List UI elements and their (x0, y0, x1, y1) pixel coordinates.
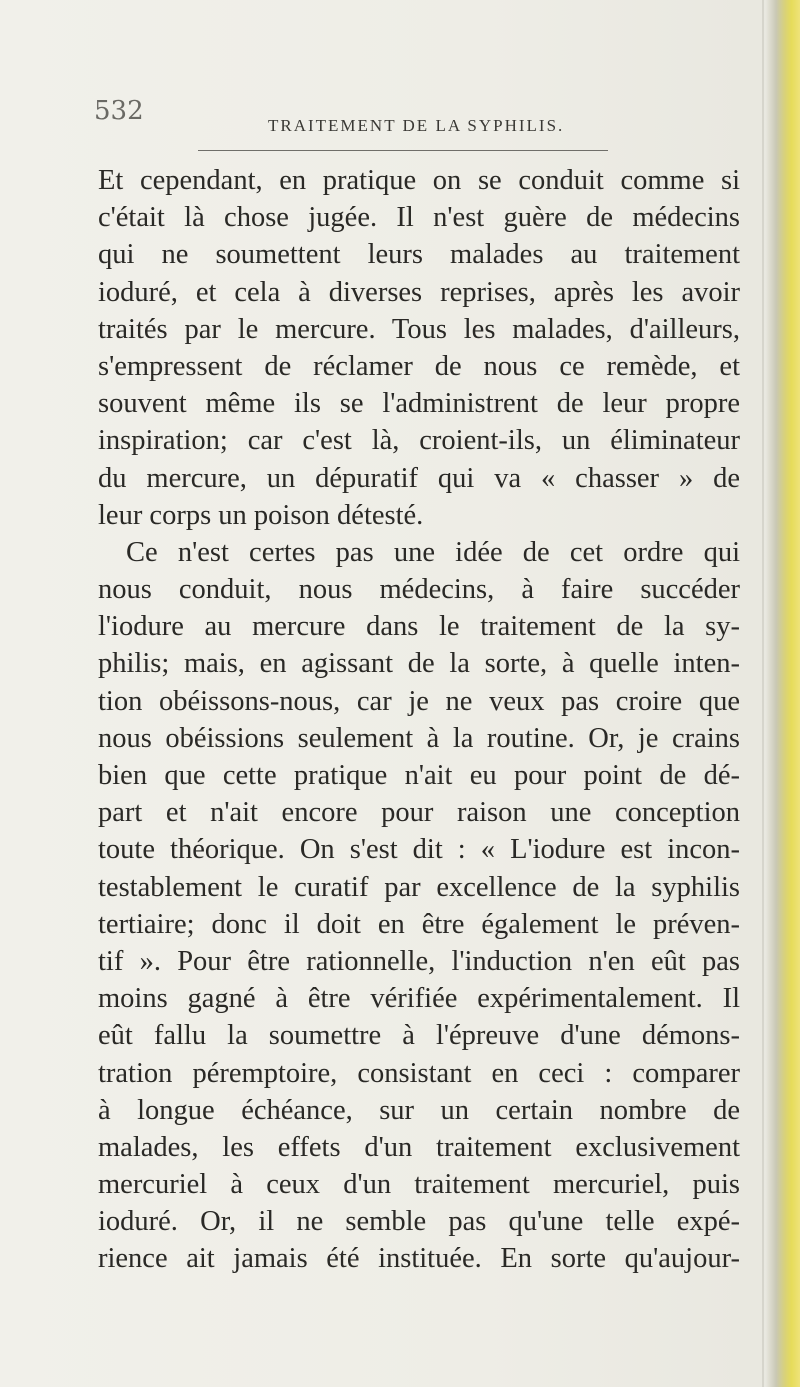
text-line: ioduré. Or, il ne semble pas qu'une telle expé- (98, 1206, 740, 1238)
text-line: nous conduit, nous médecins, à faire succéder (98, 574, 740, 606)
text-line: nous obéissions seulement à la routine. Or, je crains (98, 722, 740, 754)
text-line: du mercure, un dépuratif qui va « chasser » de (98, 462, 740, 494)
text-line: tif ». Pour être rationnelle, l'induction n'en eût pas (98, 945, 740, 977)
body-text (98, 162, 740, 1278)
text-line: ioduré, et cela à diverses reprises, après les avoir (98, 276, 740, 308)
text-line: s'empressent de réclamer de nous ce remède, et (98, 350, 740, 382)
text-line: tertiaire; donc il doit en être également le préven- (98, 908, 740, 940)
text-line: moins gagné à être vérifiée expérimentalement. Il (98, 983, 740, 1015)
header-rule (198, 150, 608, 151)
text-line: qui ne soumettent leurs malades au traitement (98, 239, 740, 271)
page-fold-line (762, 0, 764, 1387)
text-line: bien que cette pratique n'ait eu pour point de dé- (98, 760, 740, 791)
text-line: inspiration; car c'est là, croient-ils, un éliminateur (98, 425, 740, 457)
text-line paragraph-end: leur corps un poison détesté. (98, 499, 424, 531)
page-number: 532 (94, 96, 144, 126)
text-line: rience ait jamais été instituée. En sorte qu'aujour- (98, 1243, 740, 1275)
text-line: souvent même ils se l'administrent de leur propre (98, 388, 740, 420)
text-line: malades, les effets d'un traitement exclusivement (98, 1131, 740, 1163)
text-line paragraph-start: Ce n'est certes pas une idée de cet ordre qui (126, 536, 740, 568)
text-line: toute théorique. On s'est dit : « L'iodure est incon- (98, 834, 740, 866)
text-line: traités par le mercure. Tous les malades, d'ailleurs, (98, 313, 740, 345)
text-line: tration péremptoire, consistant en ceci : comparer (98, 1057, 740, 1089)
text-line: eût fallu la soumettre à l'épreuve d'une démons- (98, 1020, 740, 1052)
running-title: TRAITEMENT DE LA SYPHILIS. (268, 116, 565, 135)
text-line: l'iodure au mercure dans le traitement de la sy- (98, 611, 740, 643)
text-line: tion obéissons-nous, car je ne veux pas croire que (98, 685, 740, 717)
text-line: philis; mais, en agissant de la sorte, à quelle inten- (98, 648, 740, 680)
text-line: c'était là chose jugée. Il n'est guère de médecins (98, 202, 740, 234)
text-line: part et n'ait encore pour raison une conception (98, 797, 740, 829)
text-line: Et cependant, en pratique on se conduit comme si (98, 165, 740, 196)
page-edge (766, 0, 800, 1387)
text-line: testablement le curatif par excellence de la syphilis (98, 871, 740, 903)
text-line: à longue échéance, sur un certain nombre de (98, 1094, 740, 1126)
text-line: mercuriel à ceux d'un traitement mercuriel, puis (98, 1169, 740, 1201)
